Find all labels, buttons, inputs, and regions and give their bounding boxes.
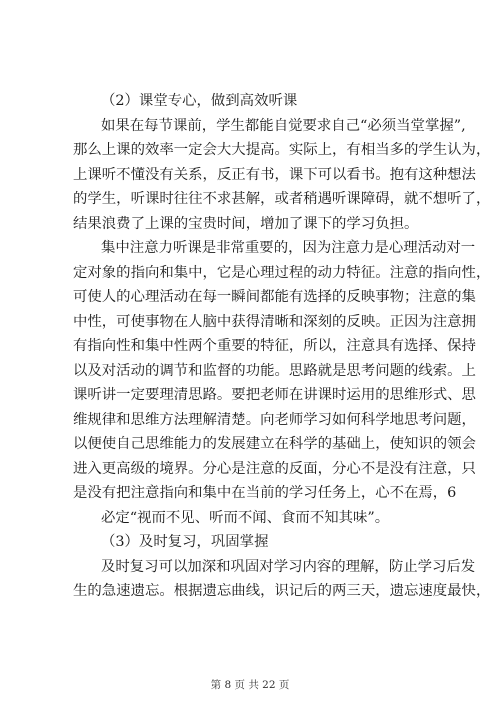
paragraph-1 <box>73 114 491 237</box>
section-heading-2: （2）课堂专心，做到高效听课 <box>101 93 298 109</box>
paragraph-line: 必定“视而不见、听而不闻、食而不知其味”。 <box>101 509 390 526</box>
paragraph-line: 以便使自己思维能力的发展建立在科学的基础上，使知识的领会 <box>73 436 476 452</box>
paragraph-line: 维规律和思维方法理解清楚。向老师学习如何科学地思考问题， <box>73 411 476 428</box>
paragraph-line: 有指向性和集中性两个重要的特征，所以，注意具有选择、保持 <box>73 338 476 354</box>
paragraph-line: 上课听不懂没有关系，反正有书，课下可以看书。抱有这种想法 <box>73 166 476 183</box>
paragraph-line: 定对象的指向和集中，它是心理过程的动力特征。注意的指向性， <box>73 264 491 281</box>
paragraph-line: 及时复习可以加深和巩固对学习内容的理解，防止学习后发 <box>101 558 476 575</box>
paragraph-line: 那么上课的效率一定会大大提高。实际上，有相当多的学生认为， <box>73 142 491 158</box>
paragraph-line: 中性，可使事物在人脑中获得清晰和深刻的反映。正因为注意拥 <box>73 313 476 330</box>
paragraph-line: 是没有把注意指向和集中在当前的学习任务上，心不在焉，6 <box>73 485 457 501</box>
paragraph-line: 可使人的心理活动在每一瞬间都能有选择的反映事物；注意的集 <box>73 289 476 305</box>
paragraph-line: 进入更高级的境界。分心是注意的反面，分心不是没有注意，只 <box>73 460 476 477</box>
page-footer: 第 8 页 共 22 页 <box>210 679 290 691</box>
paragraph-3 <box>73 506 431 531</box>
paragraph-line: 的学生，听课时往往不求甚解，或者稍遇听课障碍，就不想听了， <box>73 191 491 207</box>
document-body <box>73 89 491 604</box>
paragraph-line: 以及对活动的调节和监督的功能。思路就是思考问题的线索。上 <box>73 362 476 379</box>
paragraph-line: 课听讲一定要理清思路。要把老师在讲课时运用的思维形式、思 <box>73 387 476 403</box>
paragraph-line: 集中注意力听课是非常重要的，因为注意力是心理活动对一 <box>101 240 476 256</box>
paragraph-2 <box>73 236 491 506</box>
section-heading-3: （3）及时复习，巩固掌握 <box>101 534 269 550</box>
paragraph-line: 结果浪费了上课的宝贵时间，增加了课下的学习负担。 <box>73 215 419 232</box>
paragraph-line: 生的急速遗忘。根据遗忘曲线，识记后的两三天，遗忘速度最快， <box>73 583 491 599</box>
paragraph-line: 如果在每节课前，学生都能自觉要求自己“必须当堂掌握”, <box>101 117 466 134</box>
paragraph-4 <box>73 555 491 604</box>
